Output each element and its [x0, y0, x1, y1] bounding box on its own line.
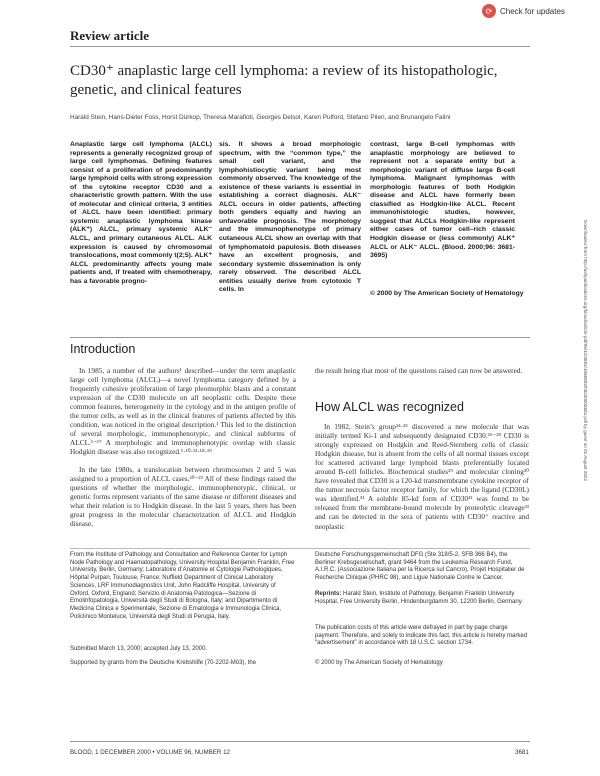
abstract-column-1: Anaplastic large cell lymphoma (ALCL) represents a generally recognized group of large cell lymphomas. Defining features consist of a proliferation of predominantly large lymphoid cells with strong expression of the cytokine receptor CD30 and a characteristic growth pattern. With the use of molecular and clinical criteria, 3 entities of ALCL have been identified: primary systemic anaplastic lymphoma kinase (ALK⁺) ALCL, primary systemic ALK⁻ ALCL, and primary cutaneous ALCL. ALK expression is caused by chromosomal translocations, most commonly t(2;5). ALK⁺ ALCL predominantly affects young male patients and, if treated with chemotherapy, has a favorable progno- [70, 141, 212, 285]
check-for-updates-label: Check for updates [500, 6, 565, 16]
article-title: CD30⁺ anaplastic large cell lymphoma: a review of its histopathologic, genetic, and clinical features [70, 63, 498, 98]
abstract-column-3: contrast, large B-cell lymphomas with anaplastic morphology are believed to represent not a separate entity but a morphologic variant of diffuse large B-cell lymphoma. Malignant lymphomas with morphologic features of both Hodgkin disease and ALCL have formerly been classified as Hodgkin-like ALCL. Recent immunohistologic studies, however, suggest that ALCLs Hodgkin-like represent either cases of tumor cell–rich classic Hodgkin disease or (less commonly) ALK⁺ ALCL or ALK⁻ ALCL. (Blood. 2000;96: 3681-3695) [370, 141, 515, 260]
recognized-paragraph-1: In 1982, Stein’s group²⁴·²⁵ discovered a new molecule that was initially termed Ki-1 and subsequently designated CD30.²⁶⁻²⁸ CD30 is strongly expressed on Hodgkin and Reed-Sternberg cells of classic Hodgkin disease, but is absent from the cells of all normal tissues except for scattered activated large lymphoid blasts preferentially located around B-cell follicles. Biochemical studies²⁹ and molecular cloning³⁰ have revealed that CD30 is a 120-kd transmembrane cytokine receptor of the tumor necrosis factor receptor family, for which the ligand (CD30L) was identified.³¹ A soluble 85-kd form of CD30³² was found to be released from the membrane-bound molecule by proteolytic cleavage³³ and can be detected in the sera of patients with CD30⁺ reactive and neoplastic [315, 422, 529, 531]
support-footnote: Supported by grants from the Deutsche Krebshilfe (70-2202-Mö3), the [70, 660, 257, 666]
abstract-divider [70, 337, 530, 338]
recognized-heading: How ALCL was recognized [315, 400, 464, 414]
intro-paragraph-3: the result being that most of the questions raised can now be answered. [315, 366, 523, 375]
reprints-address: Harald Stein, Institute of Pathology, Benjamin Franklin University Hospital, Free University Berlin, Hindenburgdamm 30, 12200 Berlin, Germany. [315, 591, 523, 605]
affiliations-footnote: From the Institute of Pathology and Consultation and Reference Center for Lymph Node Pathology and Haematopathology, University Hospital Benjamin Franklin, Free University, Berlin, Germany; Laboratoire d’Anatomie et Cytologie Pathologiques, Hôpital Purpan, Toulouse, France; Nuffield Department of Clinical Laboratory Sciences, LRF Immunodiagnostics Unit, John Radcliffe Hospital, University of Oxford, Oxford, England; Servizio di Anatomia Patologica—Sezione di Emolinfopatologia, Università degli Studi di Bologna, Italy; and Dipartimento di Medicina Clinica e Sperimentale, Sezione di Ematologia e Immunologia Clinica, Policlinico Monteluce, Università degli Studi di Perugia, Italy. [70, 552, 295, 620]
check-for-updates-badge[interactable] [482, 0, 600, 22]
download-watermark-text: Downloaded from http://ashpublications.org/blood/article-pdf/96/12/3681/1668893/h8230003681.pdf by guest on 01 August 2022 [583, 220, 588, 482]
footnote-copyright: © 2000 by The American Society of Hematology [315, 660, 443, 666]
journal-citation: BLOOD, 1 DECEMBER 2000 • VOLUME 96, NUMBER 12 [70, 749, 231, 756]
page-number: 3681 [515, 749, 529, 756]
publication-costs-footnote: The publication costs of this article were defrayed in part by page charge payment. Therefore, and solely to indicate this fact, this article is hereby marked “advertisement” in accordance with 18 U.S.C. section 1734. [315, 625, 527, 647]
section-label: Review article [70, 28, 150, 43]
submission-dates: Submitted March 13, 2000; accepted July 13, 2000. [70, 646, 208, 652]
intro-paragraph-1: In 1985, a number of the authors¹ described—under the term anaplastic large cell lymphoma (ALCL)—a novel lymphoma category defined by a frequently cohesive proliferation of large pleomorphic blasts and a constant expression of the CD30 molecule on all neoplastic cells. Despite these common features, heterogeneity in the cytology and in the antigen profile of the tumor cells, as well as in the clinical features of patients affected by this condition, was noticed in the original description.¹ This led to the distinction of several morphologic, immunophenotypic, and clinical subforms of ALCL.¹⁻¹⁷ A morphologic and immunophenotypic overlap with classic Hodgkin disease was also recognized.¹·¹⁰·¹³·¹⁸·¹⁹ [70, 366, 296, 457]
download-watermark [578, 220, 588, 580]
intro-paragraph-2: In the late 1980s, a translocation between chromosomes 2 and 5 was assigned to a proportion of ALCL cases.²⁰⁻²³ All of these findings raised the questions of whether the morphologic, immunophenotypic, clinical, or genetic forms represent variants of the same disease or different diseases and what their relation is to Hodgkin disease. In the last 5 years, there has been great progress in the molecular characterization of ALCL and Hodgkin disease, [70, 465, 296, 529]
refresh-icon: ⟳ [482, 4, 496, 18]
abstract-copyright: © 2000 by The American Society of Hematology [370, 290, 524, 297]
author-list: Harald Stein, Hans-Dieter Foss, Horst Dürkop, Theresa Marafioti, Georges Delsol, Karen Pulford, Stefano Pileri, and Brunangelo Falini [70, 114, 451, 121]
footnote-divider [70, 548, 530, 549]
introduction-heading: Introduction [70, 342, 136, 356]
funding-footnote: Deutsche Forschungsgemeinschaft DFG (Ste 318/5-2, SFB 366 B4), the Berliner Krebsgesellschaft, grant 9464 from the Leukemia Research Fund, A.I.R.C. (Associazione Italiana per la Ricerca sul Cancro), Projet Hospitalier de Recherche Clinique (PHRC 98), and Ligue Nationale Contre le Cancer. [315, 552, 525, 582]
reprints-footnote [315, 591, 529, 606]
footer-divider [70, 741, 530, 742]
abstract-column-2: sis. It shows a broad morphologic spectrum, with the “common type,” the small cell variant, and the lymphohistiocytic variant being most commonly observed. The knowledge of the existence of these variants is essential in establishing a correct diagnosis. ALK⁻ ALCL occurs in older patients, affecting both genders equally and having an unfavorable prognosis. The morphology and the immunophenotype of primary cutaneous ALCL show an overlap with that of lymphomatoid papulosis. Both diseases have an excellent prognosis, and secondary systemic dissemination is only rarely observed. The described ALCL entities usually derive from cytotoxic T cells. In [219, 141, 361, 294]
header-divider [70, 46, 530, 47]
reprints-label: Reprints: [315, 591, 342, 597]
